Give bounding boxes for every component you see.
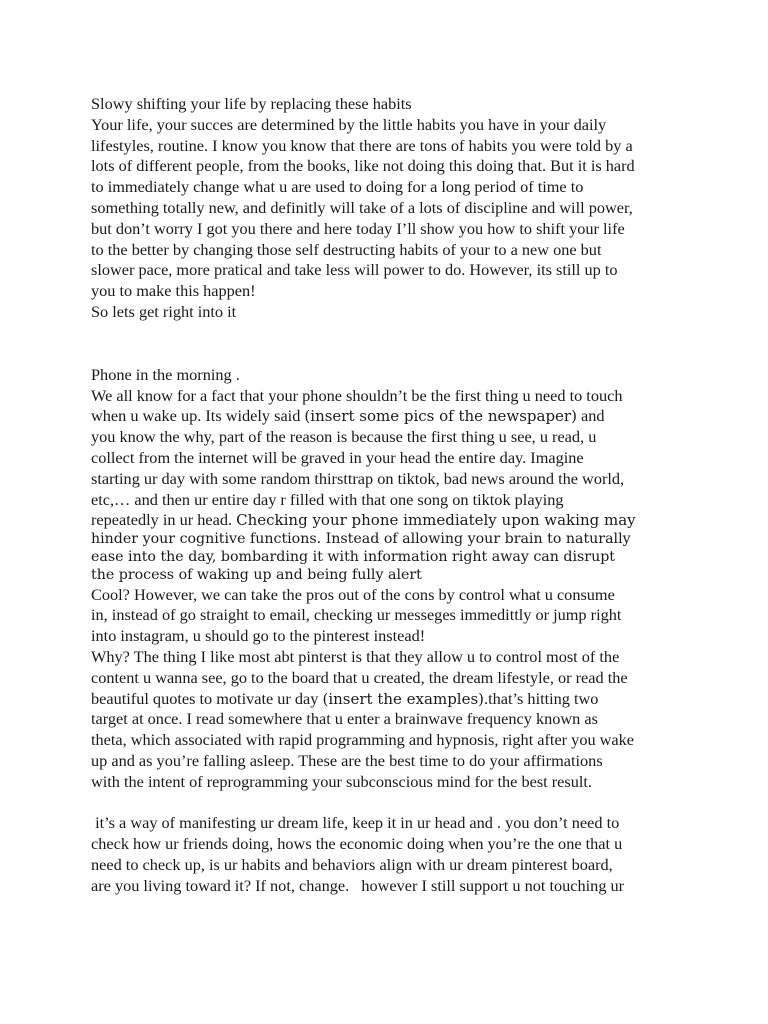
body-line: you know the why, part of the reason is because the first thing u see, u read, u bbox=[91, 427, 597, 447]
body-line: into instagram, u should go to the pinterest instead! bbox=[91, 626, 426, 646]
body-line: with the intent of reprogramming your subconscious mind for the best result. bbox=[91, 771, 593, 791]
body-text: .that’s hitting two bbox=[484, 688, 599, 708]
paragraph-gap bbox=[91, 793, 681, 814]
body-line: target at once. I read somewhere that u enter a brainwave frequency known as bbox=[91, 709, 598, 729]
document-page bbox=[91, 94, 681, 896]
section-heading: Phone in the morning . bbox=[91, 364, 240, 384]
intro-line: Your life, your succes are determined by the little habits you have in your daily bbox=[91, 114, 607, 134]
body-line: need to check up, is ur habits and behaviors align with ur dream pinterest board, bbox=[91, 854, 613, 874]
body-text: beautiful quotes to motivate ur day bbox=[91, 688, 323, 708]
body-line bbox=[91, 689, 681, 710]
body-line-sans: the process of waking up and being fully alert bbox=[91, 566, 422, 583]
insert-placeholder: (insert the examples) bbox=[322, 689, 485, 708]
body-line: it’s a way of manifesting ur dream life, keep it in ur head and . you don’t need to bbox=[91, 813, 620, 833]
body-line: up and as you’re falling asleep. These are the best time to do your affirmations bbox=[91, 750, 603, 770]
intro-line: something totally new, and definitly will take of a lots of discipline and will power, bbox=[91, 197, 633, 217]
body-line: etc,… and then ur entire day r filled with that one song on tiktok playing bbox=[91, 489, 564, 509]
body-line: collect from the internet will be graved in your head the entire day. Imagine bbox=[91, 447, 584, 467]
body-line-sans: hinder your cognitive functions. Instead of allowing your brain to naturally bbox=[91, 531, 631, 548]
intro-line: you to make this happen! bbox=[91, 281, 256, 301]
insert-placeholder: (insert some pics of the newspaper) bbox=[304, 407, 577, 426]
body-text: and bbox=[576, 406, 605, 426]
body-line: Why? The thing I like most abt pinterst is that they allow u to control most of the bbox=[91, 646, 620, 666]
body-line bbox=[91, 510, 681, 531]
body-line: starting ur day with some random thirsttrap on tiktok, bad news around the world, bbox=[91, 468, 625, 488]
intro-line: to immediately change what u are used to doing for a long period of time to bbox=[91, 177, 584, 197]
intro-line: but don’t worry I got you there and here today I’ll show you how to shift your life bbox=[91, 218, 625, 238]
body-line-sans: ease into the day, bombarding it with information right away can disrupt bbox=[91, 548, 616, 565]
body-line: theta, which associated with rapid programming and hypnosis, right after you wake bbox=[91, 730, 635, 750]
body-line: content u wanna see, go to the board that u created, the dream lifestyle, or read the bbox=[91, 667, 628, 687]
body-text: when u wake up. Its widely said bbox=[91, 406, 305, 426]
body-text-sans: Checking your phone immediately upon waking may bbox=[236, 511, 636, 530]
body-line: in, instead of go straight to email, checking ur messeges immedittly or jump right bbox=[91, 605, 622, 625]
intro-line: to the better by changing those self destructing habits of your to a new one but bbox=[91, 239, 602, 259]
body-line: are you living toward it? If not, change. however I still support u not touching ur bbox=[91, 875, 625, 895]
paragraph-gap bbox=[91, 323, 681, 365]
body-line: check how ur friends doing, hows the economic doing when you’re the one that u bbox=[91, 834, 623, 854]
document-title: Slowy shifting your life by replacing these habits bbox=[91, 94, 412, 113]
body-line bbox=[91, 406, 681, 427]
intro-line: slower pace, more pratical and take less will power to do. However, its still up to bbox=[91, 260, 618, 280]
intro-line: lots of different people, from the books, like not doing this doing that. But it is hard bbox=[91, 156, 635, 176]
body-line: We all know for a fact that your phone shouldn’t be the first thing u need to touch bbox=[91, 385, 623, 405]
intro-line: lifestyles, routine. I know you know that there are tons of habits you were told by a bbox=[91, 135, 633, 155]
body-text: repeatedly in ur head. bbox=[91, 510, 237, 530]
body-line: Cool? However, we can take the pros out of the cons by control what u consume bbox=[91, 584, 615, 604]
intro-line: So lets get right into it bbox=[91, 301, 237, 321]
